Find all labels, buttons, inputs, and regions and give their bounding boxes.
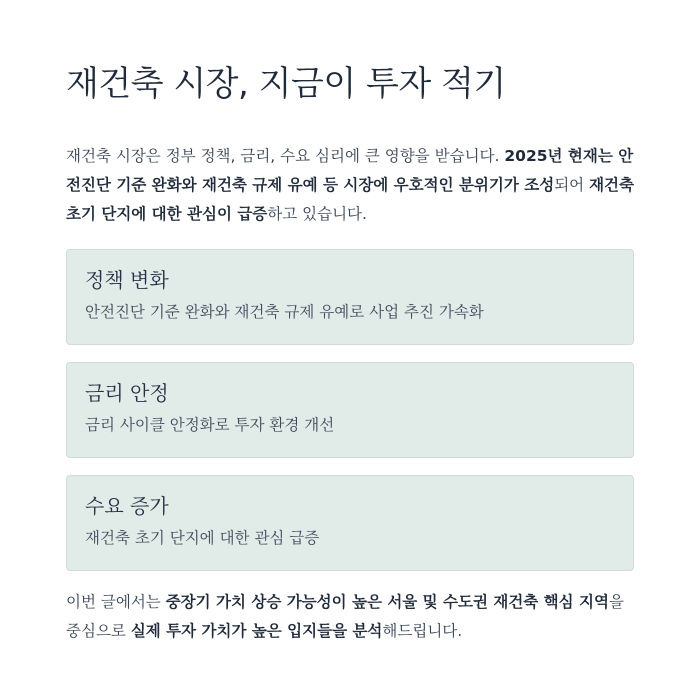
card-demand-increase <box>66 475 634 571</box>
card-policy-change <box>66 249 634 345</box>
intro-bold-2: 재건축 초기 단지에 대한 관심이 급증 <box>66 176 634 223</box>
card-description: 금리 사이클 안정화로 투자 환경 개선 <box>85 416 335 434</box>
outro-text-1: 이번 글에서는 <box>66 593 166 611</box>
intro-text-2: 되어 <box>554 176 590 194</box>
card-title: 금리 안정 <box>85 381 169 405</box>
card-title: 수요 증가 <box>85 494 169 518</box>
card-rate-stability <box>66 362 634 458</box>
card-description: 재건축 초기 단지에 대한 관심 급증 <box>85 529 320 547</box>
highlight-cards <box>66 249 634 571</box>
intro-bold-1: 2025년 현재는 안전진단 기준 완화와 재건축 규제 유예 등 시장에 우호적인 분위기가 조성 <box>66 147 634 194</box>
outro-bold-1: 중장기 가치 상승 가능성이 높은 서울 및 수도권 재건축 핵심 지역 <box>165 593 609 611</box>
intro-paragraph <box>66 142 634 229</box>
intro-text-1: 재건축 시장은 정부 정책, 금리, 수요 심리에 큰 영향을 받습니다. <box>66 147 505 165</box>
outro-text-2: 을 중심으로 <box>66 593 624 640</box>
card-description: 안전진단 기준 완화와 재건축 규제 유예로 사업 추진 가속화 <box>85 303 484 321</box>
intro-text-3: 하고 있습니다. <box>267 205 367 223</box>
card-title: 정책 변화 <box>85 268 169 292</box>
outro-paragraph <box>66 588 634 646</box>
outro-text-3: 해드립니다. <box>382 622 463 640</box>
outro-bold-2: 실제 투자 가치가 높은 입지들을 분석 <box>130 622 383 640</box>
page-title: 재건축 시장, 지금이 투자 적기 <box>66 64 506 104</box>
